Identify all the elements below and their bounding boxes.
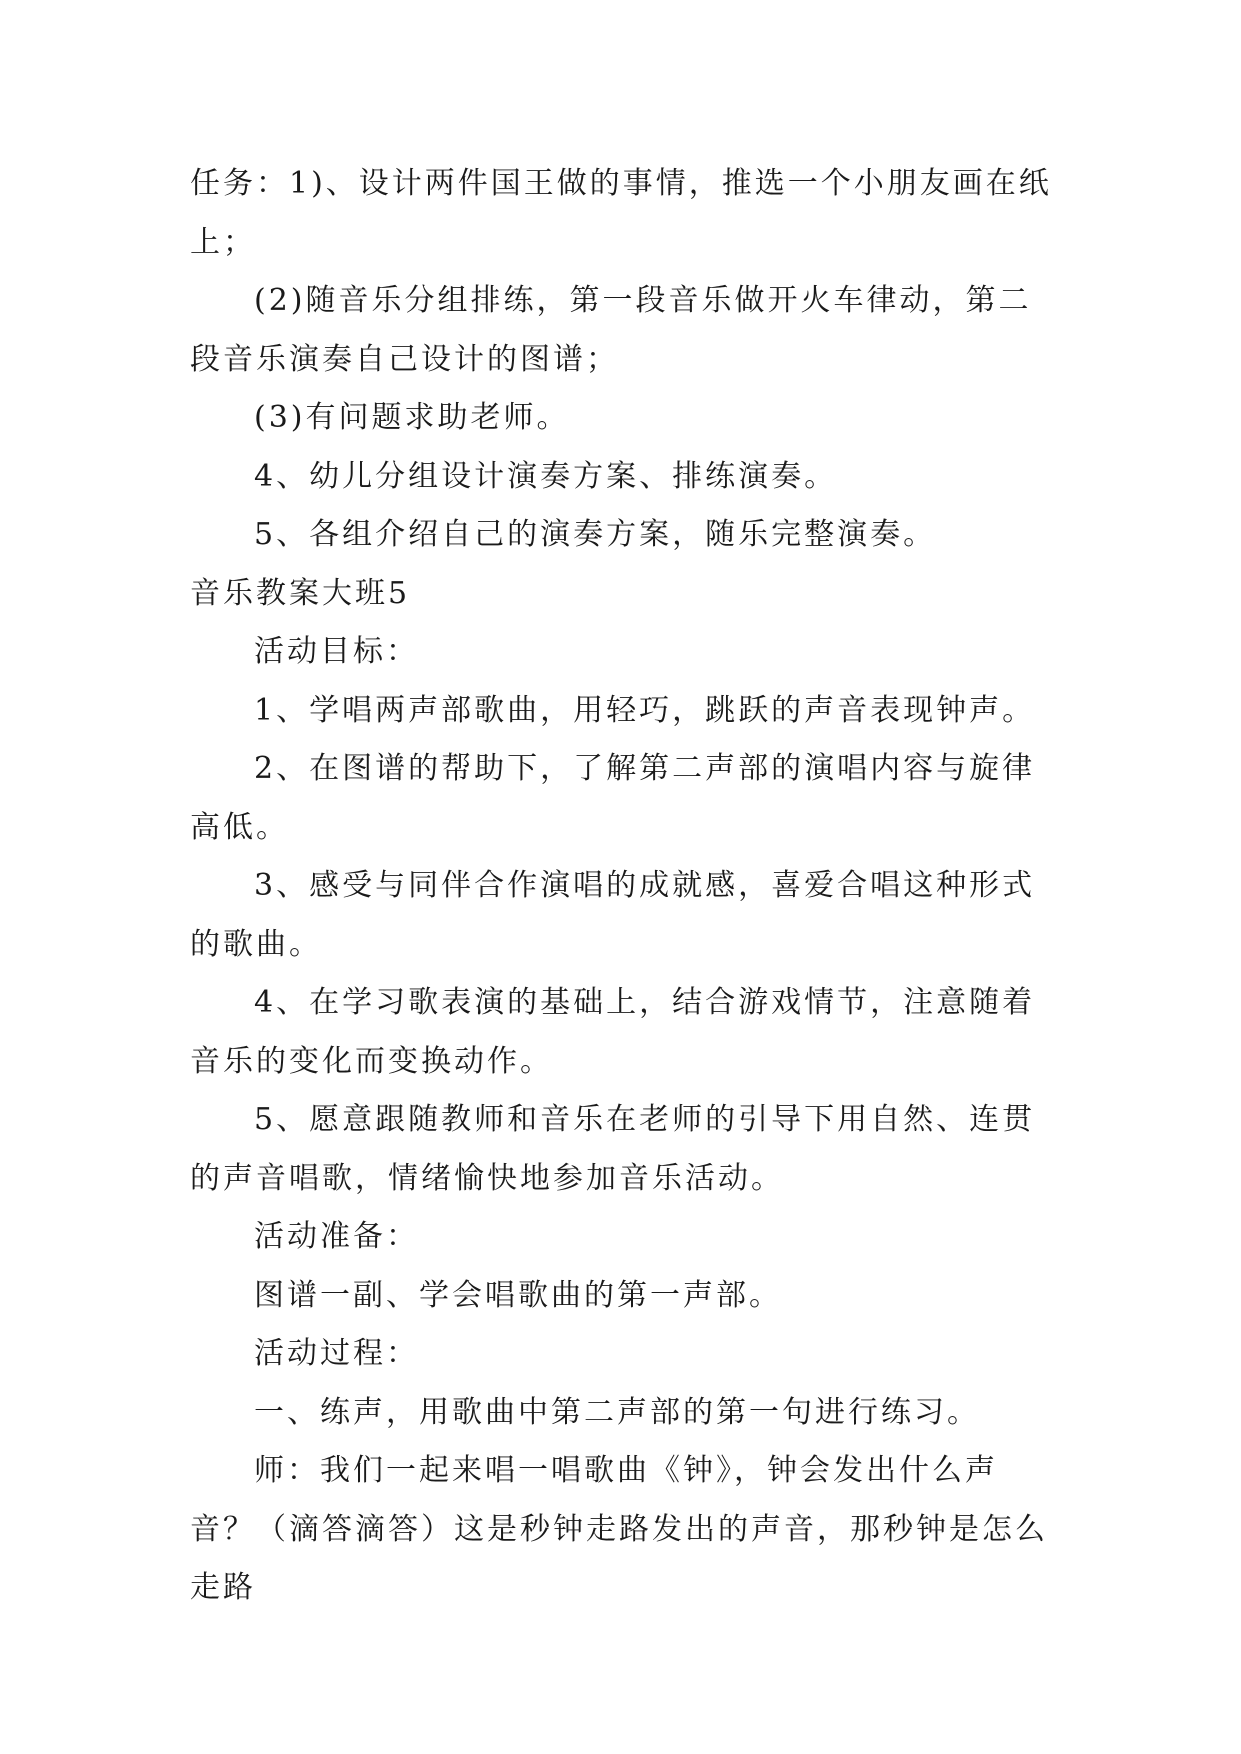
paragraph-goals-label: 活动目标： [254,634,419,669]
paragraph-teacher-dialogue: 师：我们一起来唱一唱歌曲《钟》，钟会发出什么声音？（滴答滴答）这是秒钟走路发出的声音，那秒钟是怎么走路 [190,1453,1048,1605]
paragraph-goal-5: 5、愿意跟随教师和音乐在老师的引导下用自然、连贯的声音唱歌，情绪愉快地参加音乐活动。 [190,1102,1036,1196]
paragraph-step-3: (3)有问题求助老师。 [254,400,570,435]
paragraph-goal-1: 1、学唱两声部歌曲，用轻巧，跳跃的声音表现钟声。 [254,692,1036,728]
paragraph-task: 任务：1)、设计两件国王做的事情，推选一个小朋友画在纸上； [190,166,1052,260]
paragraph-prep: 图谱一副、学会唱歌曲的第一声部。 [254,1277,782,1313]
document-body [190,155,1055,1618]
paragraph-goal-4: 4、在学习歌表演的基础上，结合游戏情节，注意随着音乐的变化而变换动作。 [190,985,1036,1079]
paragraph-process-1: 一、练声，用歌曲中第二声部的第一句进行练习。 [254,1394,980,1430]
section-heading: 音乐教案大班5 [190,575,411,611]
paragraph-process-label: 活动过程： [254,1336,419,1371]
paragraph-item-4: 4、幼儿分组设计演奏方案、排练演奏。 [254,458,838,494]
paragraph-goal-2: 2、在图谱的帮助下，了解第二声部的演唱内容与旋律高低。 [190,751,1036,845]
paragraph-prep-label: 活动准备： [254,1219,419,1254]
paragraph-item-5: 5、各组介绍自己的演奏方案，随乐完整演奏。 [254,517,937,552]
paragraph-goal-3: 3、感受与同伴合作演唱的成就感，喜爱合唱这种形式的歌曲。 [190,868,1036,962]
paragraph-step-2: (2)随音乐分组排练，第一段音乐做开火车律动，第二段音乐演奏自己设计的图谱； [190,283,1032,377]
